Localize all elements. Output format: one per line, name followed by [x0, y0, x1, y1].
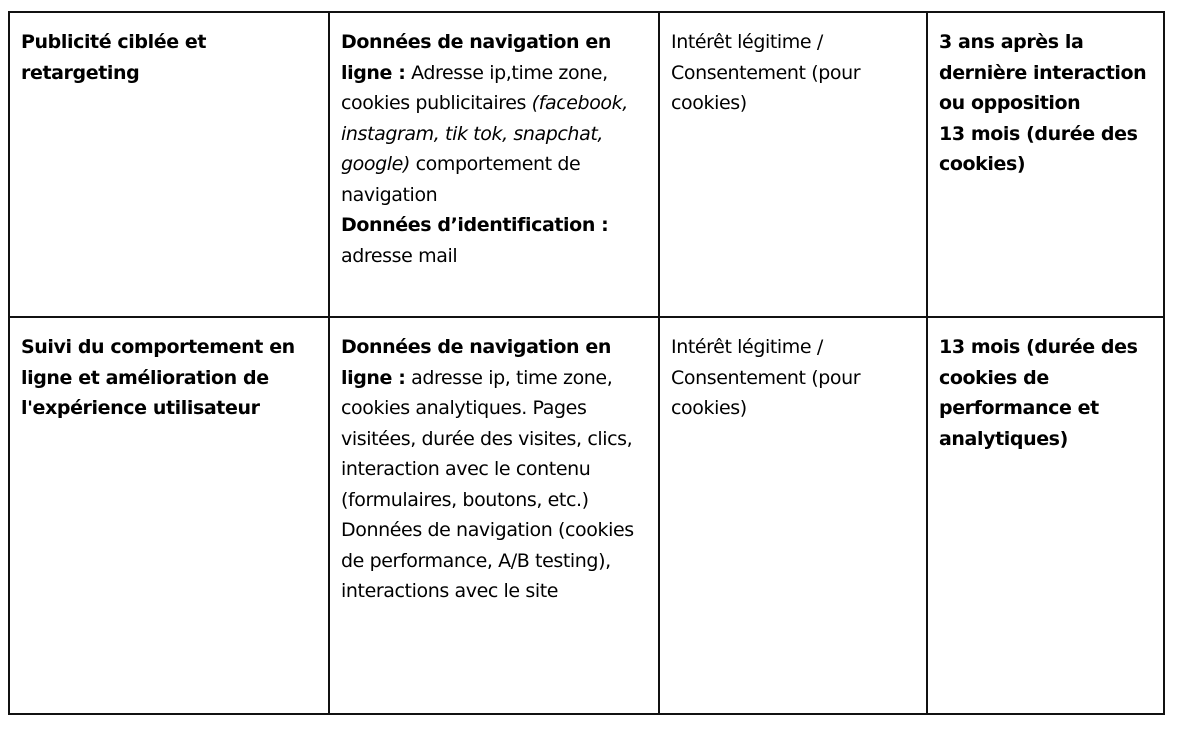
nav-data-text: Adresse ip,time zone, cookies publicitaires — [341, 61, 608, 114]
legal-basis-text: Intérêt légitime / Consentement (pour cookies) — [671, 31, 861, 114]
nav-data-text: adresse ip, time zone, cookies analytiques. Pages visitées, durée des visites, clics, interaction avec le contenu (formulaires, boutons, etc.) — [341, 366, 633, 511]
retention-cell — [927, 317, 1164, 714]
data-cell — [329, 12, 659, 317]
retention-line-2: 13 mois (durée des cookies) — [939, 122, 1138, 175]
legal-basis-cell — [659, 317, 927, 714]
retention-line-1: 3 ans après la dernière interaction ou opposition — [939, 31, 1147, 114]
nav-data-label: Données de navigation en ligne : — [341, 336, 611, 389]
data-cell — [329, 317, 659, 714]
ident-data-label: Données d’identification : — [341, 214, 609, 236]
table-row — [9, 12, 1164, 317]
purpose-cell — [9, 317, 329, 714]
extra-data-text: Données de navigation (cookies de performance, A/B testing), interactions avec le site — [341, 519, 634, 602]
retention-cell — [927, 12, 1164, 317]
legal-basis-text: Intérêt légitime / Consentement (pour cookies) — [671, 336, 861, 419]
nav-data-label: Données de navigation en ligne : — [341, 31, 611, 84]
purpose-text: Suivi du comportement en ligne et amélioration de l'expérience utilisateur — [21, 336, 295, 419]
purpose-text: Publicité ciblée et retargeting — [21, 31, 207, 84]
table-row — [9, 317, 1164, 714]
purpose-cell — [9, 12, 329, 317]
legal-basis-cell — [659, 12, 927, 317]
nav-data-text-2: comportement de navigation — [341, 153, 581, 206]
ident-data-text: adresse mail — [341, 244, 458, 267]
nav-data-italic: (facebook, instagram, tik tok, snapchat, google) — [341, 92, 628, 175]
retention-line-1: 13 mois (durée des cookies de performance et analytiques) — [939, 336, 1138, 450]
data-processing-table — [8, 11, 1165, 715]
